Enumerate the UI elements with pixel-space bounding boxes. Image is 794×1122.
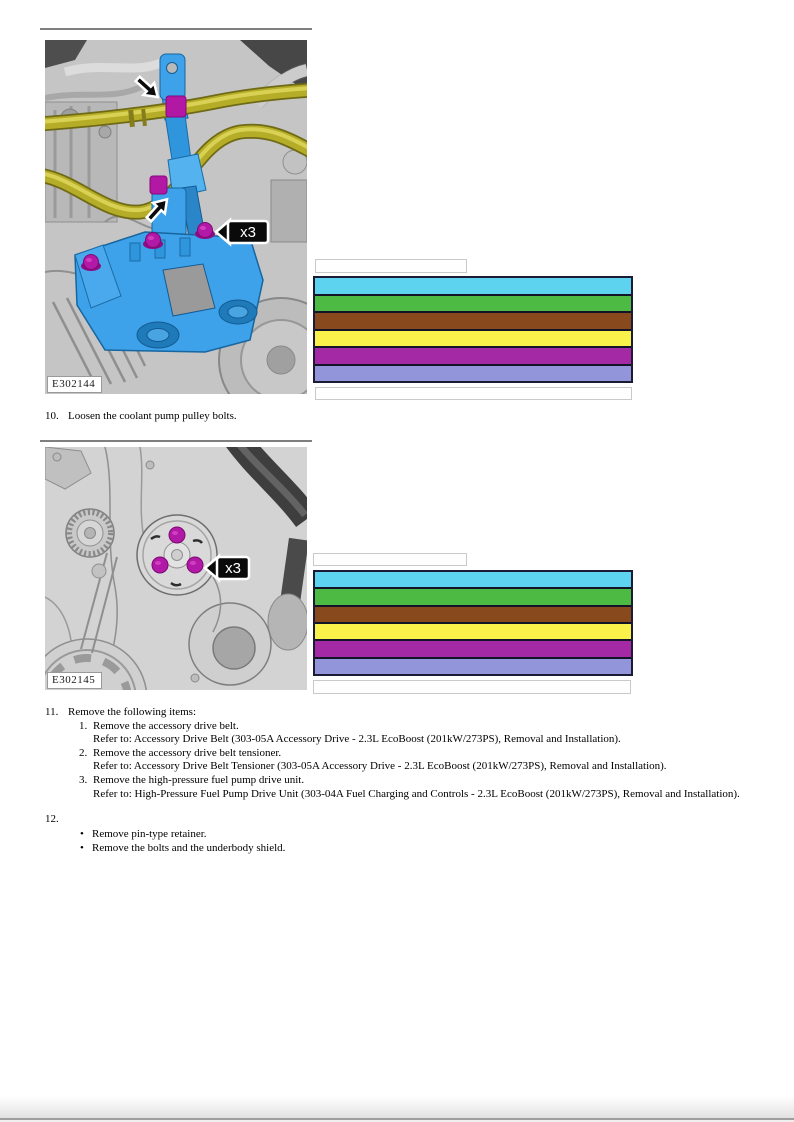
step-number: 10.	[45, 410, 59, 422]
x3-callout-text: x3	[225, 560, 241, 577]
redaction-box	[313, 680, 631, 694]
substep-3	[79, 774, 740, 801]
bullet-item	[80, 841, 285, 855]
substep-2	[79, 747, 740, 774]
color-bar	[315, 587, 631, 604]
bullet-icon: •	[80, 828, 84, 841]
page-bottom-shadow	[0, 1096, 794, 1118]
step-11	[45, 706, 740, 801]
color-bar	[315, 329, 631, 347]
color-bar-stack	[313, 276, 633, 383]
color-bar-stack	[313, 570, 633, 676]
section-divider	[40, 440, 312, 442]
color-bar	[315, 622, 631, 639]
step-12	[45, 813, 285, 856]
color-bar	[315, 605, 631, 622]
substep-text: Remove the accessory drive belt tensioner.	[93, 746, 282, 759]
refer-to-line: Refer to: Accessory Drive Belt (303-05A Accessory Drive - 2.3L EcoBoost (201kW/273PS), Removal and Installation).	[93, 733, 621, 746]
bullet-text: Remove pin-type retainer.	[92, 828, 207, 841]
substep-text: Remove the accessory drive belt.	[93, 719, 239, 732]
bullet-icon: •	[80, 842, 84, 855]
retainer-clip-highlight	[150, 176, 167, 194]
refer-to-line: Refer to: High-Pressure Fuel Pump Drive Unit (303-04A Fuel Charging and Controls - 2.3L EcoBoost (201kW/273PS), Removal and Installation).	[93, 787, 740, 800]
refer-to-line: Refer to: Accessory Drive Belt Tensioner (303-05A Accessory Drive - 2.3L EcoBoost (201kW/273PS), Removal and Installation).	[93, 760, 667, 773]
color-bar	[315, 364, 631, 382]
step-number: 12.	[45, 813, 59, 825]
bullet-text: Remove the bolts and the underbody shield.	[92, 842, 286, 855]
color-bar	[315, 572, 631, 587]
color-bar	[315, 278, 631, 294]
hose-clamp-highlight	[166, 96, 186, 117]
section-divider	[40, 28, 312, 30]
color-bar	[315, 346, 631, 364]
step-text: Loosen the coolant pump pulley bolts.	[68, 410, 237, 422]
substep-number: 3.	[79, 773, 88, 786]
bullet-item	[80, 827, 285, 841]
color-bar	[315, 294, 631, 312]
step-10	[45, 410, 237, 424]
color-bar	[315, 657, 631, 674]
step-number: 11.	[45, 706, 59, 718]
substep-text: Remove the high-pressure fuel pump drive unit.	[93, 773, 305, 786]
color-bar	[315, 311, 631, 329]
redaction-box	[315, 259, 467, 273]
figure-id-label: E302145	[47, 672, 102, 689]
color-bar	[315, 639, 631, 656]
figure-id-label: E302144	[47, 376, 102, 393]
engine-illustration-2	[45, 447, 307, 690]
engine-illustration-1	[45, 40, 307, 394]
x3-callout-text: x3	[240, 224, 256, 241]
figure-coolant-pump-bracket	[45, 40, 307, 394]
redaction-box	[315, 387, 632, 400]
substep-number: 1.	[79, 719, 88, 732]
redaction-box	[313, 553, 467, 566]
step-text: Remove the following items:	[68, 706, 197, 718]
figure-coolant-pump-pulley	[45, 447, 307, 690]
substep-1	[79, 720, 740, 747]
substep-number: 2.	[79, 746, 88, 759]
